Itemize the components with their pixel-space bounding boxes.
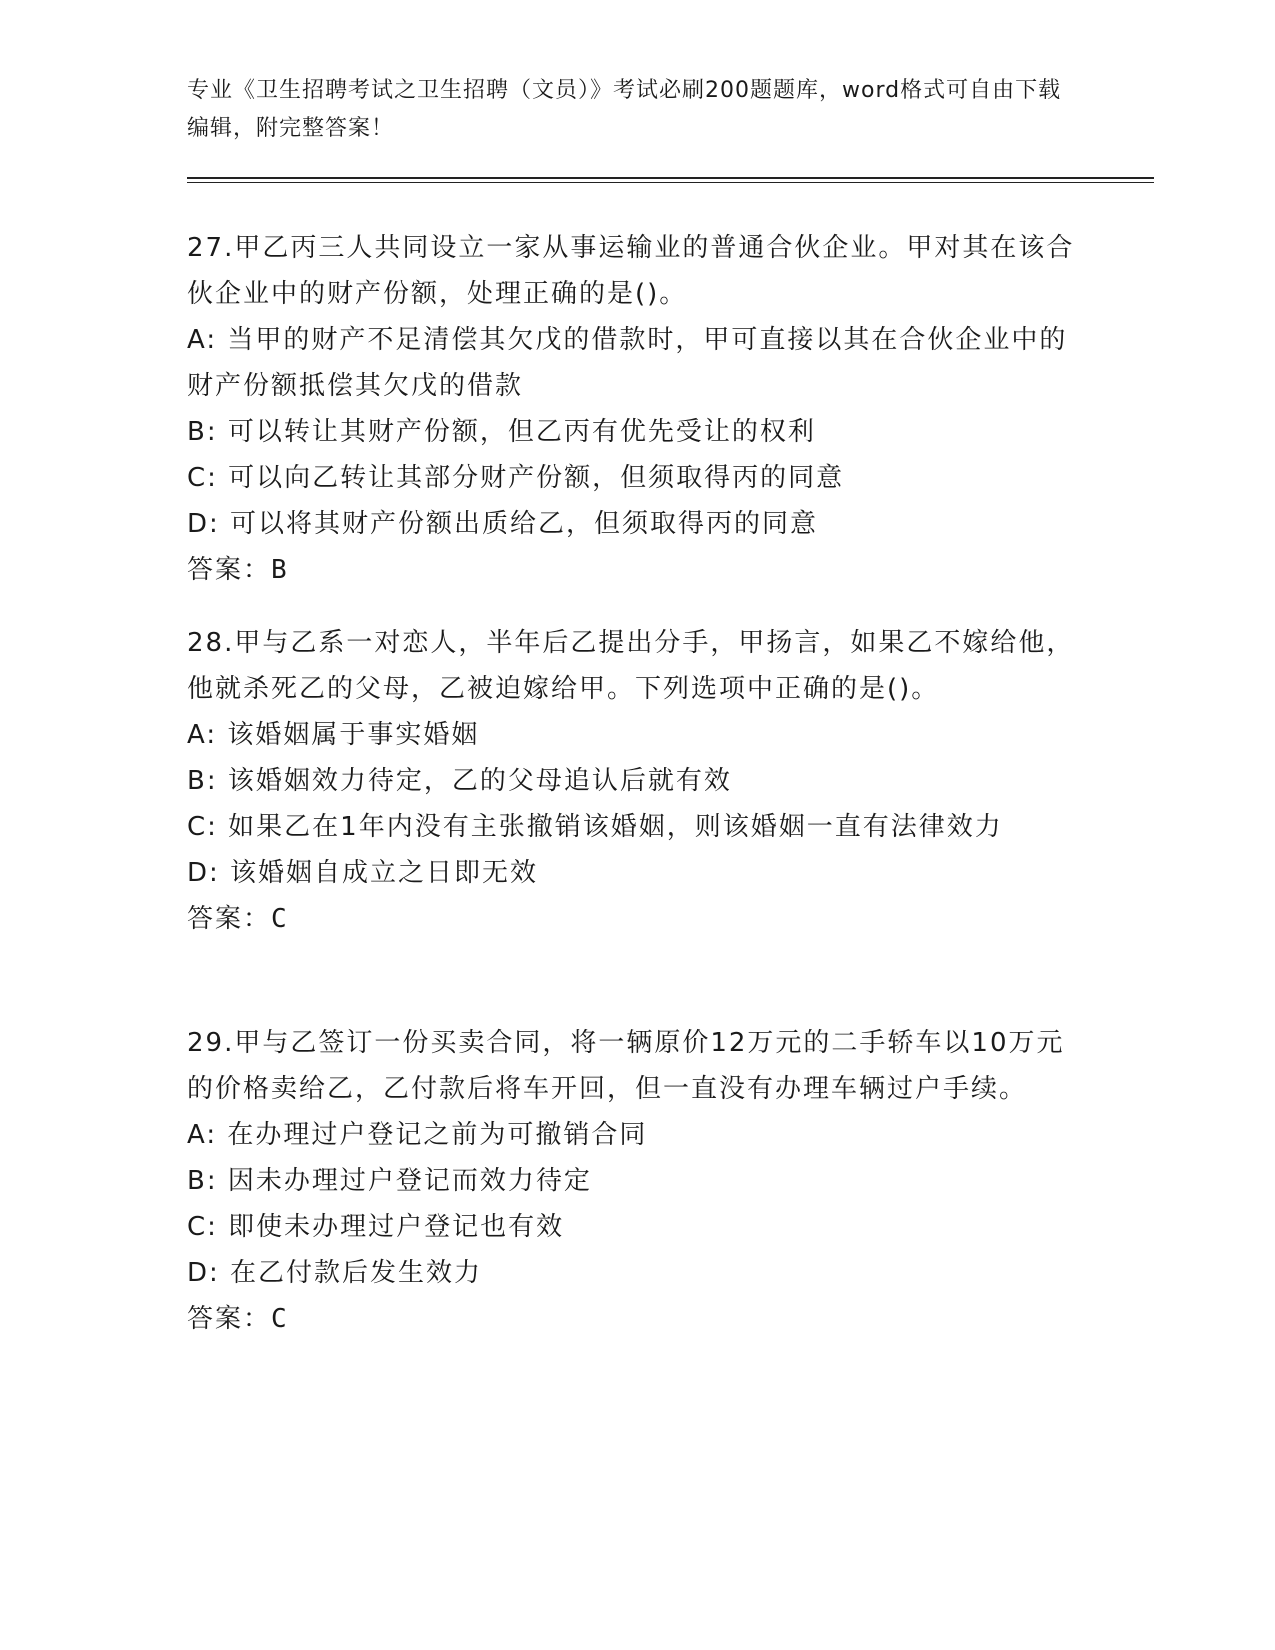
question-28: [187, 620, 1087, 942]
answer-label: 答案：: [187, 1304, 272, 1334]
answer-line: [187, 1296, 1087, 1342]
option-b: B: 因未办理过户登记而效力待定: [187, 1166, 592, 1196]
answer-line: [187, 896, 1087, 942]
option-d: D: 在乙付款后发生效力: [187, 1258, 483, 1288]
header-rule-thick: [187, 177, 1154, 179]
document-header: 专业《卫生招聘考试之卫生招聘（文员）》考试必刷200题题库，word格式可自由下载编辑，附完整答案！: [187, 78, 1062, 141]
option-b: B: 该婚姻效力待定，乙的父母追认后就有效: [187, 766, 732, 796]
question-stem: 28.甲与乙系一对恋人，半年后乙提出分手，甲扬言，如果乙不嫁给他，他就杀死乙的父母，乙被迫嫁给甲。下列选项中正确的是()。: [187, 628, 1075, 704]
answer-label: 答案：: [187, 904, 272, 934]
option-a: A: 在办理过户登记之前为可撤销合同: [187, 1120, 648, 1150]
option-a: A: 当甲的财产不足清偿其欠戊的借款时，甲可直接以其在合伙企业中的财产份额抵偿其欠戊的借款: [187, 325, 1068, 401]
question-27: [187, 225, 1087, 593]
question-stem: 27.甲乙丙三人共同设立一家从事运输业的普通合伙企业。甲对其在该合伙企业中的财产份额，处理正确的是()。: [187, 233, 1075, 309]
header-rule-thin: [187, 182, 1154, 183]
answer-value: B: [271, 555, 289, 585]
answer-label: 答案：: [187, 555, 272, 585]
option-c: C: 可以向乙转让其部分财产份额，但须取得丙的同意: [187, 463, 845, 493]
option-d: D: 可以将其财产份额出质给乙，但须取得丙的同意: [187, 509, 819, 539]
option-c: C: 即使未办理过户登记也有效: [187, 1212, 565, 1242]
question-29: [187, 1020, 1087, 1342]
question-stem: 29.甲与乙签订一份买卖合同，将一辆原价12万元的二手轿车以10万元的价格卖给乙，乙付款后将车开回，但一直没有办理车辆过户手续。: [187, 1028, 1065, 1104]
option-d: D: 该婚姻自成立之日即无效: [187, 858, 539, 888]
option-a: A: 该婚姻属于事实婚姻: [187, 720, 480, 750]
option-b: B: 可以转让其财产份额，但乙丙有优先受让的权利: [187, 417, 816, 447]
option-c: C: 如果乙在1年内没有主张撤销该婚姻，则该婚姻一直有法律效力: [187, 812, 1003, 842]
answer-value: C: [271, 904, 289, 934]
answer-value: C: [271, 1304, 289, 1334]
answer-line: [187, 547, 1087, 593]
